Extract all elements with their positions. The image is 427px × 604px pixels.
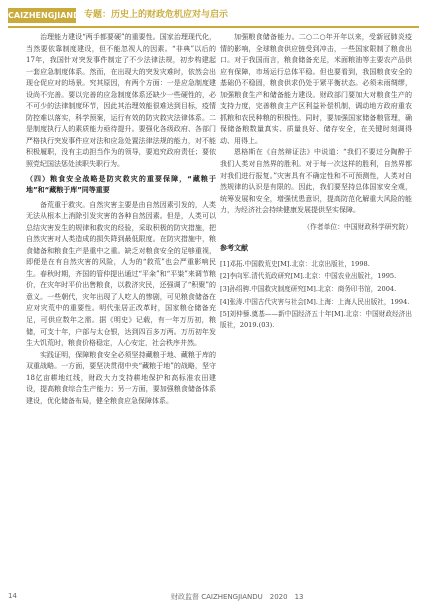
reference-item: [2]李向军.清代荒政研究[M].北京：中国农业出版社，1995. (220, 272, 397, 281)
author-affiliation: （作者单位：中国财政科学研究院） (303, 222, 412, 231)
right-column (220, 32, 412, 332)
reference-item: [3]孙绍骋.中国救灾制度研究[M].北京：商务印书馆，2004. (220, 285, 397, 294)
section-subheading: （四）粮食安全战略是防灾救灾的重要保障，“藏粮于地”和“藏粮于库”同等重要 (26, 174, 216, 195)
body-paragraph: 加强粮食储备能力。二○二○年开年以来，受新冠肺炎疫情的影响，全球粮食供应链受到冲击，一些国家限制了粮食出口。对于我国而言，粮食储备充足，米面粮油等主要农产品供应有保障，市场运行总体平稳。但也要看到，我国粮食安全的基础仍不稳固，粮食供求仍处于紧平衡状态。必须未雨绸缪，加强粮食生产和储备能力建设。财政部门要加大对粮食生产的支持力度，完善粮食主产区利益补偿机制，调动地方政府重农抓粮和农民种粮的积极性。同时，要加强国家储备粮管理，确保储备粮数量真实、质量良好、储存安全，在关键时刻调得动、用得上。 (220, 33, 412, 145)
body-paragraph: 备荒重于救灾。自然灾害主要是由自然因素引发的，人类无法从根本上消除引发灾害的各种自然因素。但是，人类可以总结灾害发生的规律和救灾的经验，采取积极的防灾措施，把自然灾害对人类造成的损失降到最低限度。在防灾措施中，粮食储备和粮食生产是重中之重。缺乏对粮食安全的足够重视，即便是在有自然灾害的风险，人为的“救荒”也会严重影响民生。春秋时期，齐国的管仲提出通过“平籴”和“平粜”来调节粮价，在灾年时平价出售粮食，以救济灾民，还强调了“积聚”的意义。一些朝代，灾年出现了人吃人的惨剧，可见粮食储备在应对灾荒中的重要性。明代张居正改革时，国家粮仓储备充足，可供应数年之需。据《明史》记载，有一年万历初，粮储，可支十年，户部与太仓银，达到四百多万两。万历初年发生大饥荒时，粮食价格稳定，人心安定，社会秩序井然。 (26, 200, 216, 348)
page-header (0, 0, 427, 30)
footer-journal-info: 财政监督 CAIZHENGJIANDU 2020 13 (171, 593, 304, 601)
reference-item: [5]刘仲藜.奠基——新中国经济五十年[M].北京：中国财政经济出版社，2019.(03). (220, 310, 412, 329)
left-column (26, 32, 216, 407)
reference-item: [1]邓拓.中国救荒史[M].北京：北京出版社，1998. (220, 259, 370, 268)
page-footer (0, 590, 427, 604)
topic-title: 专题：历史上的财政危机应对与启示 (84, 10, 229, 20)
body-paragraph: 恩格斯在《自然辩证法》中说道：“我们不要过分陶醉于我们人类对自然界的胜利。对于每一次这样的胜利，自然界都对我们进行报复。”灾害具有不确定性和不可预测性，人类对自然规律的认识是有限的。因此，我们要坚持总体国家安全观，统筹发展和安全，增强忧患意识，提高防范化解重大风险的能力，为经济社会持续健康发展提供坚实保障。 (220, 148, 412, 215)
body-paragraph: 实践证明，保障粮食安全必须坚持藏粮于地、藏粮于库的双重战略。一方面，要坚决贯彻中央“藏粮于地”的战略，坚守18亿亩耕地红线，财政大力支持耕地保护和高标准农田建设，提高粮食综合生产能力；另一方面，要加强粮食储备体系建设，优化储备布局，健全粮食应急保障体系。 (26, 350, 216, 405)
journal-logo-text: CAIZHENGJIANDU (8, 11, 87, 20)
reference-item: [4]张涛.中国古代灾害与社会[M].上海：上海人民出版社，1994. (220, 297, 410, 306)
header-divider (8, 26, 419, 28)
body-paragraph: 治理能力建设“两手都要硬”的重要性。国家治理现代化，当然要依靠制度建设，但不能忽视人的因素。“非典”以后的17年，我国针对突发事件制定了不少法律法规，初步构建起一套应急制度体系。然而，在出现大的突发灾难时，依然会出现仓促应对的场景。究其原因，有两个方面：一是应急制度建设尚不完善。要以完善的应急制度体系还缺少一些硬性的，必不可少的法律制度环节，因此其治理效能很难达到目标，疫情防控难以落实，科学预案，运行有效的防灾救灾法律体系。二是制度执行人的素质能力亟待提升。要强化各级政府、各部门严格执行突发事件应对法和应急处置法律法规的能力，对不能积极履职，没有主动担当作为的领导，要追究政府责任；要依照党纪国法惩处渎职失职行为。 (26, 33, 216, 169)
page-number: 14 (8, 592, 17, 600)
references-heading: 参考文献 (220, 244, 248, 253)
journal-logo (8, 8, 87, 23)
